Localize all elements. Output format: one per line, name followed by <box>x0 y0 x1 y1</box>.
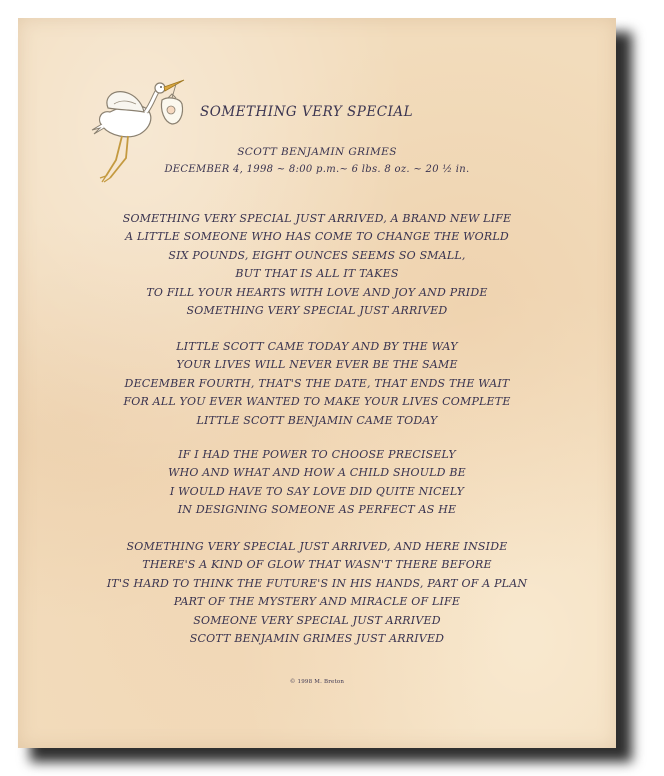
poem-line: PART OF THE MYSTERY AND MIRACLE OF LIFE <box>173 595 461 609</box>
birth-details: DECEMBER 4, 1998 ~ 8:00 p.m.~ 6 lbs. 8 oz. ~ 20 ½ in. <box>164 164 470 175</box>
stanza-1 <box>18 210 616 320</box>
poem-line: SOMETHING VERY SPECIAL JUST ARRIVED, AND HERE INSIDE <box>126 540 508 553</box>
poem-line: LITTLE SCOTT BENJAMIN CAME TODAY <box>196 413 438 427</box>
poem-line: IT'S HARD TO THINK THE FUTURE'S IN HIS HANDS, PART OF A PLAN <box>106 576 528 590</box>
stanza-2 <box>18 338 616 430</box>
poem-line: SCOTT BENJAMIN GRIMES JUST ARRIVED <box>189 632 445 646</box>
child-name: SCOTT BENJAMIN GRIMES <box>237 146 397 158</box>
poem-line: BUT THAT IS ALL IT TAKES <box>235 267 399 281</box>
poem-line: I WOULD HAVE TO SAY LOVE DID QUITE NICELY <box>169 484 465 498</box>
poem-line: SOMEONE VERY SPECIAL JUST ARRIVED <box>193 613 441 627</box>
poem-line: DECEMBER FOURTH, THAT'S THE DATE, THAT ENDS THE WAIT <box>124 376 510 390</box>
poem-line: IN DESIGNING SOMEONE AS PERFECT AS HE <box>177 503 457 517</box>
poem-line: THERE'S A KIND OF GLOW THAT WASN'T THERE BEFORE <box>142 558 492 572</box>
poem-line: A LITTLE SOMEONE WHO HAS COME TO CHANGE THE WORLD <box>125 230 509 244</box>
poem-line: LITTLE SCOTT CAME TODAY AND BY THE WAY <box>176 340 458 353</box>
poem-line: YOUR LIVES WILL NEVER EVER BE THE SAME <box>176 358 458 372</box>
poem-line: SOMETHING VERY SPECIAL JUST ARRIVED, A BRAND NEW LIFE <box>122 212 512 225</box>
poem-line: TO FILL YOUR HEARTS WITH LOVE AND JOY AND PRIDE <box>146 285 488 299</box>
stanza-4 <box>18 538 616 648</box>
poem-line: IF I HAD THE POWER TO CHOOSE PRECISELY <box>178 448 456 461</box>
copyright-notice: © 1998 M. Breton <box>289 679 345 685</box>
poem-line: SOMETHING VERY SPECIAL JUST ARRIVED <box>186 304 448 318</box>
poem-line: WHO AND WHAT AND HOW A CHILD SHOULD BE <box>168 466 466 480</box>
poem-line: SIX POUNDS, EIGHT OUNCES SEEMS SO SMALL, <box>168 248 466 262</box>
poem-line: FOR ALL YOU EVER WANTED TO MAKE YOUR LIVES COMPLETE <box>123 395 511 409</box>
stanza-3 <box>18 446 616 520</box>
poem-title: SOMETHING VERY SPECIAL <box>200 104 414 120</box>
